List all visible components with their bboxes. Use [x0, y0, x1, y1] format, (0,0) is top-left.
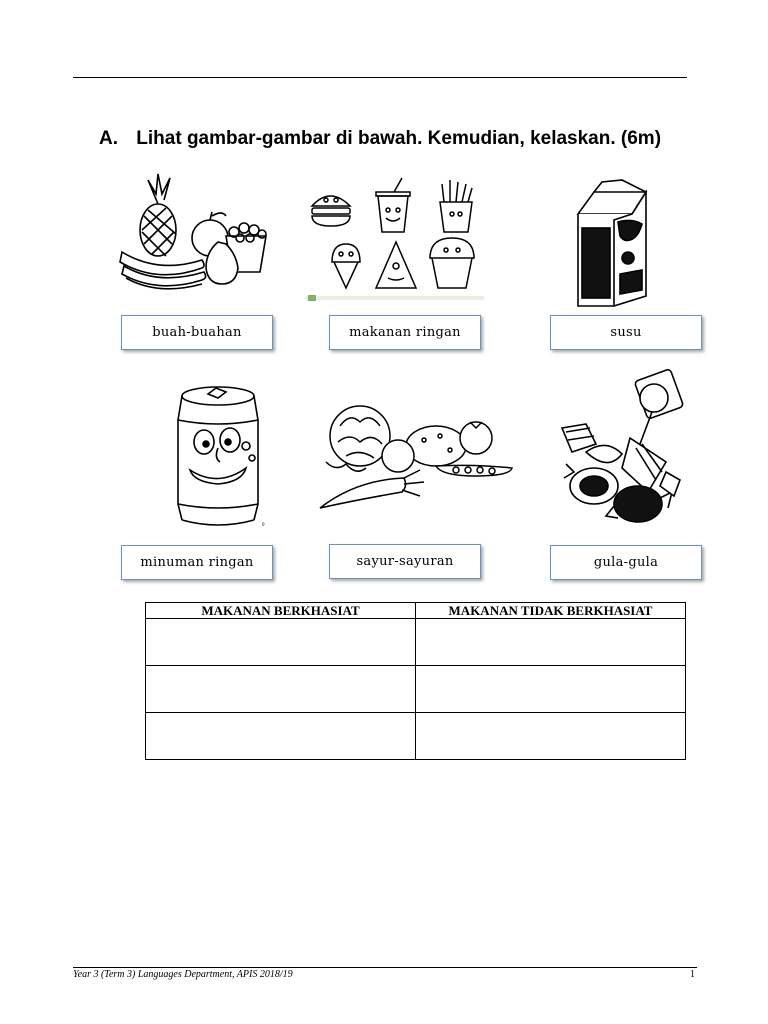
snacks-illustration: [306, 176, 484, 306]
footer-rule: [73, 967, 697, 968]
label-makanan-ringan: makanan ringan: [329, 315, 481, 350]
soda-can-illustration: [164, 384, 272, 528]
table-row: [146, 713, 686, 760]
vegetables-illustration: [316, 392, 516, 516]
classification-table: [145, 602, 686, 760]
question-heading: [99, 128, 661, 150]
answer-cell[interactable]: [146, 713, 416, 760]
answer-cell[interactable]: [146, 619, 416, 666]
label-sayur-sayuran: sayur-sayuran: [329, 544, 481, 579]
question-text: Lihat gambar-gambar di bawah. Kemudian, kelaskan. (6m): [136, 128, 662, 149]
header-rule: [73, 77, 687, 78]
svg-text:0: 0: [262, 522, 265, 527]
label-minuman-ringan: minuman ringan: [121, 545, 273, 580]
answer-cell[interactable]: [416, 619, 686, 666]
footer-text: Year 3 (Term 3) Languages Department, APIS 2018/19: [73, 969, 293, 980]
label-buah-buahan: buah-buahan: [121, 315, 273, 350]
label-gula-gula: gula-gula: [550, 545, 702, 580]
answer-cell[interactable]: [416, 713, 686, 760]
table-row: [146, 666, 686, 713]
table-row: [146, 619, 686, 666]
question-number: A.: [99, 128, 118, 149]
header-makanan-tidak-berkhasiat: MAKANAN TIDAK BERKHASIAT: [416, 603, 686, 619]
candy-illustration: [556, 368, 686, 536]
fruits-illustration: [118, 172, 270, 292]
header-makanan-berkhasiat: MAKANAN BERKHASIAT: [146, 603, 416, 619]
answer-cell[interactable]: [416, 666, 686, 713]
answer-cell[interactable]: [146, 666, 416, 713]
milk-carton-illustration: [572, 178, 652, 310]
table-header-row: [146, 603, 686, 619]
label-susu: susu: [550, 315, 702, 350]
page-number: 1: [690, 969, 695, 980]
